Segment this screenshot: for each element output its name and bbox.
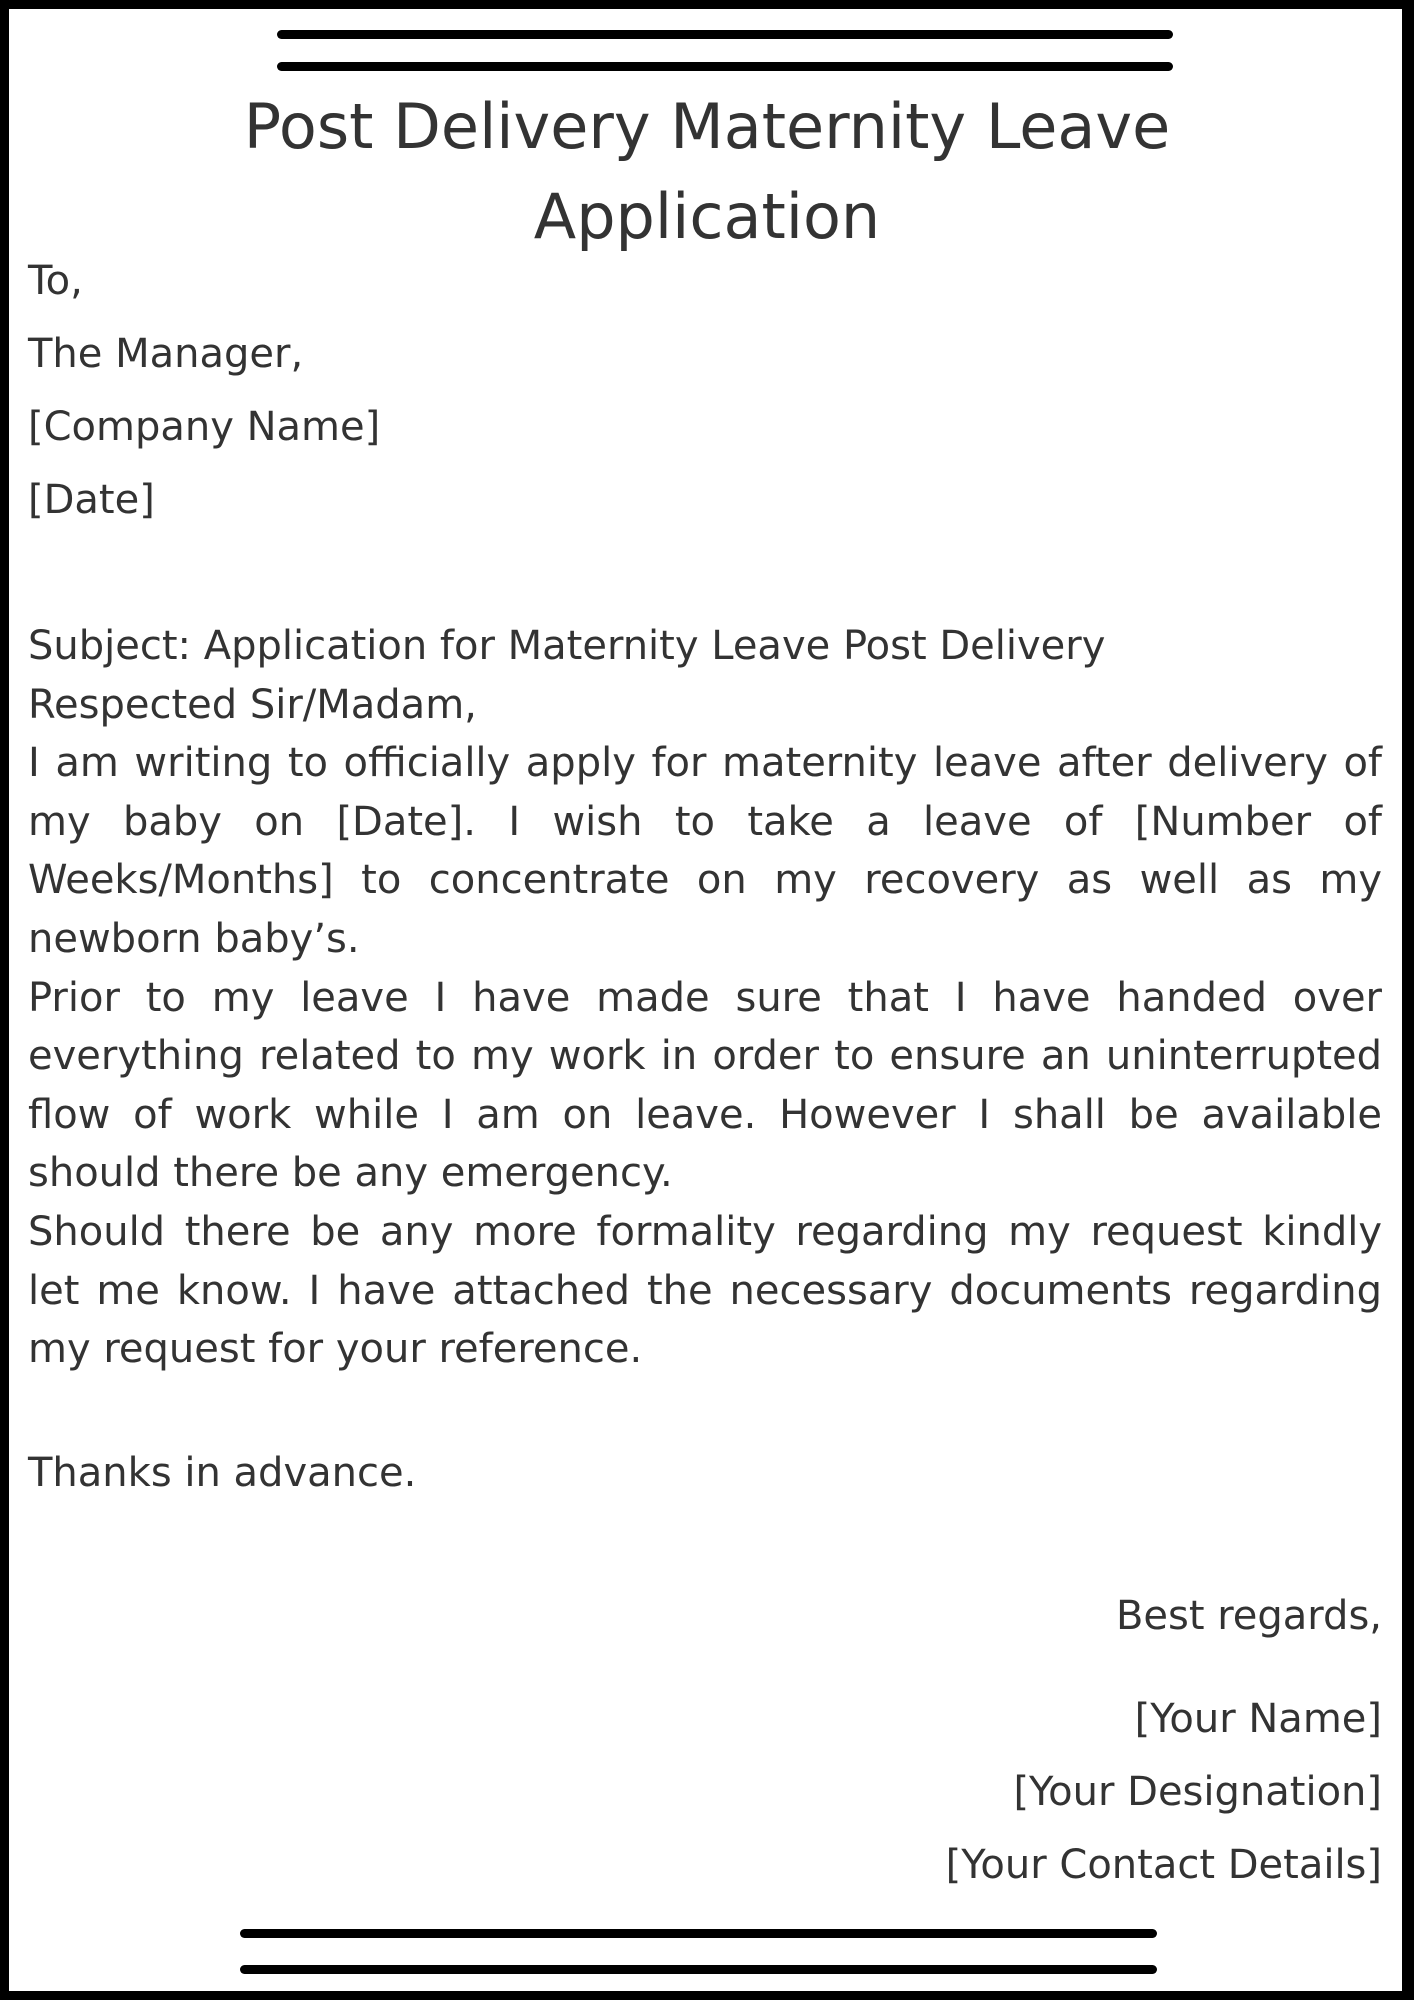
recipient-company: [Company Name] — [28, 404, 381, 450]
page-title — [0, 82, 1414, 262]
body-paragraph-2: Prior to my leave I have made sure that I have handed over everything related to my work in order to ensure an uninterrupted flow of work while I am on leave. However I shall be available should there be any emergency. — [28, 974, 1382, 1197]
signature-block — [946, 1683, 1382, 1902]
signature-designation: [Your Designation] — [1013, 1769, 1382, 1815]
closing-block — [946, 1587, 1382, 1902]
signature-contact: [Your Contact Details] — [945, 1842, 1382, 1888]
letter-date: [Date] — [28, 477, 155, 523]
bottom-divider-line-2 — [240, 1965, 1157, 1974]
recipient-block — [28, 245, 380, 537]
signature-name: [Your Name] — [1134, 1696, 1382, 1742]
letter-body — [28, 617, 1382, 1379]
body-paragraph-1: I am writing to officially apply for maternity leave after delivery of my baby on [Date]. I wish to take a leave of [Number of Weeks/Months] to concentrate on my recovery as well as my newborn baby’s. — [28, 740, 1382, 962]
greeting-line: Respected Sir/Madam, — [28, 681, 477, 728]
title-line-1: Post Delivery Maternity Leave — [243, 90, 1171, 163]
recipient-to: To, — [28, 258, 83, 304]
closing-regards: Best regards, — [1115, 1593, 1382, 1639]
recipient-name: The Manager, — [28, 331, 304, 377]
subject-line: Subject: Application for Maternity Leave Post Delivery — [28, 623, 1106, 669]
top-divider-line-2 — [277, 62, 1173, 71]
top-divider-line-1 — [277, 30, 1173, 39]
bottom-divider-line-1 — [240, 1929, 1157, 1938]
title-line-2: Application — [533, 180, 881, 253]
thanks-line: Thanks in advance. — [28, 1450, 417, 1496]
body-paragraph-3: Should there be any more formality regarding my request kindly let me know. I have attached the necessary documents regarding my request for your reference. — [28, 1208, 1382, 1373]
